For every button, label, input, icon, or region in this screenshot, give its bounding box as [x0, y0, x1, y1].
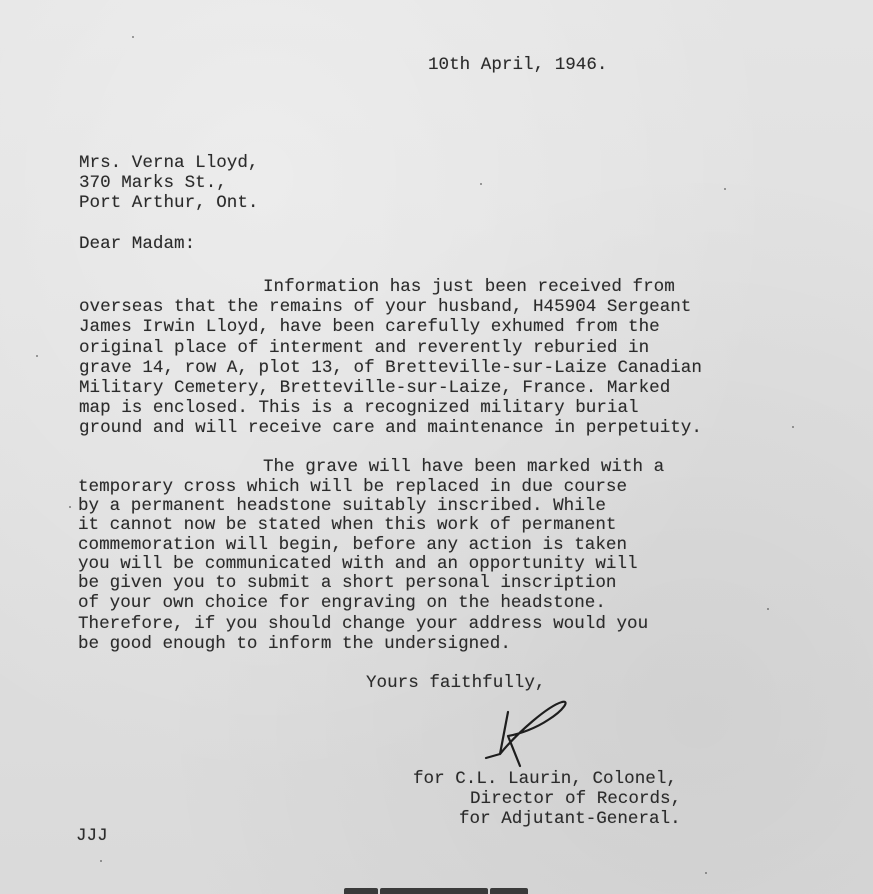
paragraph-1-line: grave 14, row A, plot 13, of Bretteville-sur-Laize Canadian [79, 358, 702, 378]
recipient-city: Port Arthur, Ont. [79, 193, 259, 213]
paragraph-2-line: it cannot now be stated when this work of permanent [78, 515, 617, 535]
paragraph-1-line: original place of interment and reverently reburied in [79, 338, 650, 358]
paper-speck [69, 506, 71, 508]
paragraph-2-line: commemoration will begin, before any action is taken [78, 535, 628, 555]
paper-speck [480, 183, 482, 185]
paragraph-2-line: you will be communicated with and an opportunity will [78, 554, 638, 574]
paragraph-2-line: be given you to submit a short personal inscription [78, 573, 617, 593]
bottom-edge-marks [344, 888, 528, 894]
paper-speck [705, 872, 707, 874]
recipient-street: 370 Marks St., [79, 173, 227, 193]
signature-line-1: for C.L. Laurin, Colonel, [413, 769, 677, 789]
paper-speck [767, 608, 769, 610]
signature-line-3: for Adjutant-General. [459, 809, 681, 829]
paper-speck [792, 426, 794, 428]
paper-speck [100, 860, 102, 862]
paragraph-2-line: The grave will have been marked with a [263, 457, 665, 477]
paragraph-1-line: James Irwin Lloyd, have been carefully exhumed from the [79, 317, 660, 337]
signature-mark [478, 692, 578, 772]
paragraph-1-line: Information has just been received from [263, 277, 675, 297]
paragraph-2-line: by a permanent headstone suitably inscribed. While [78, 496, 606, 516]
paragraph-1-line: Military Cemetery, Bretteville-sur-Laize, France. Marked [79, 378, 671, 398]
paragraph-1-line: overseas that the remains of your husband, H45904 Sergeant [79, 297, 692, 317]
letter-date: 10th April, 1946. [428, 55, 608, 75]
paper-speck [36, 355, 38, 357]
paper-speck [724, 188, 726, 190]
signature-line-2: Director of Records, [470, 789, 682, 809]
paragraph-2-line: be good enough to inform the undersigned. [78, 634, 511, 654]
paragraph-1-line: map is enclosed. This is a recognized military burial [79, 398, 639, 418]
paragraph-1-line: ground and will receive care and maintenance in perpetuity. [79, 418, 702, 438]
typist-initials: JJJ [76, 826, 108, 846]
paragraph-2-line: Therefore, if you should change your address would you [78, 614, 649, 634]
recipient-name: Mrs. Verna Lloyd, [79, 153, 259, 173]
paper-speck [132, 36, 134, 38]
paragraph-2-line: temporary cross which will be replaced in due course [78, 477, 628, 497]
paragraph-2-line: of your own choice for engraving on the headstone. [78, 593, 606, 613]
salutation: Dear Madam: [79, 234, 196, 254]
closing: Yours faithfully, [366, 673, 546, 693]
